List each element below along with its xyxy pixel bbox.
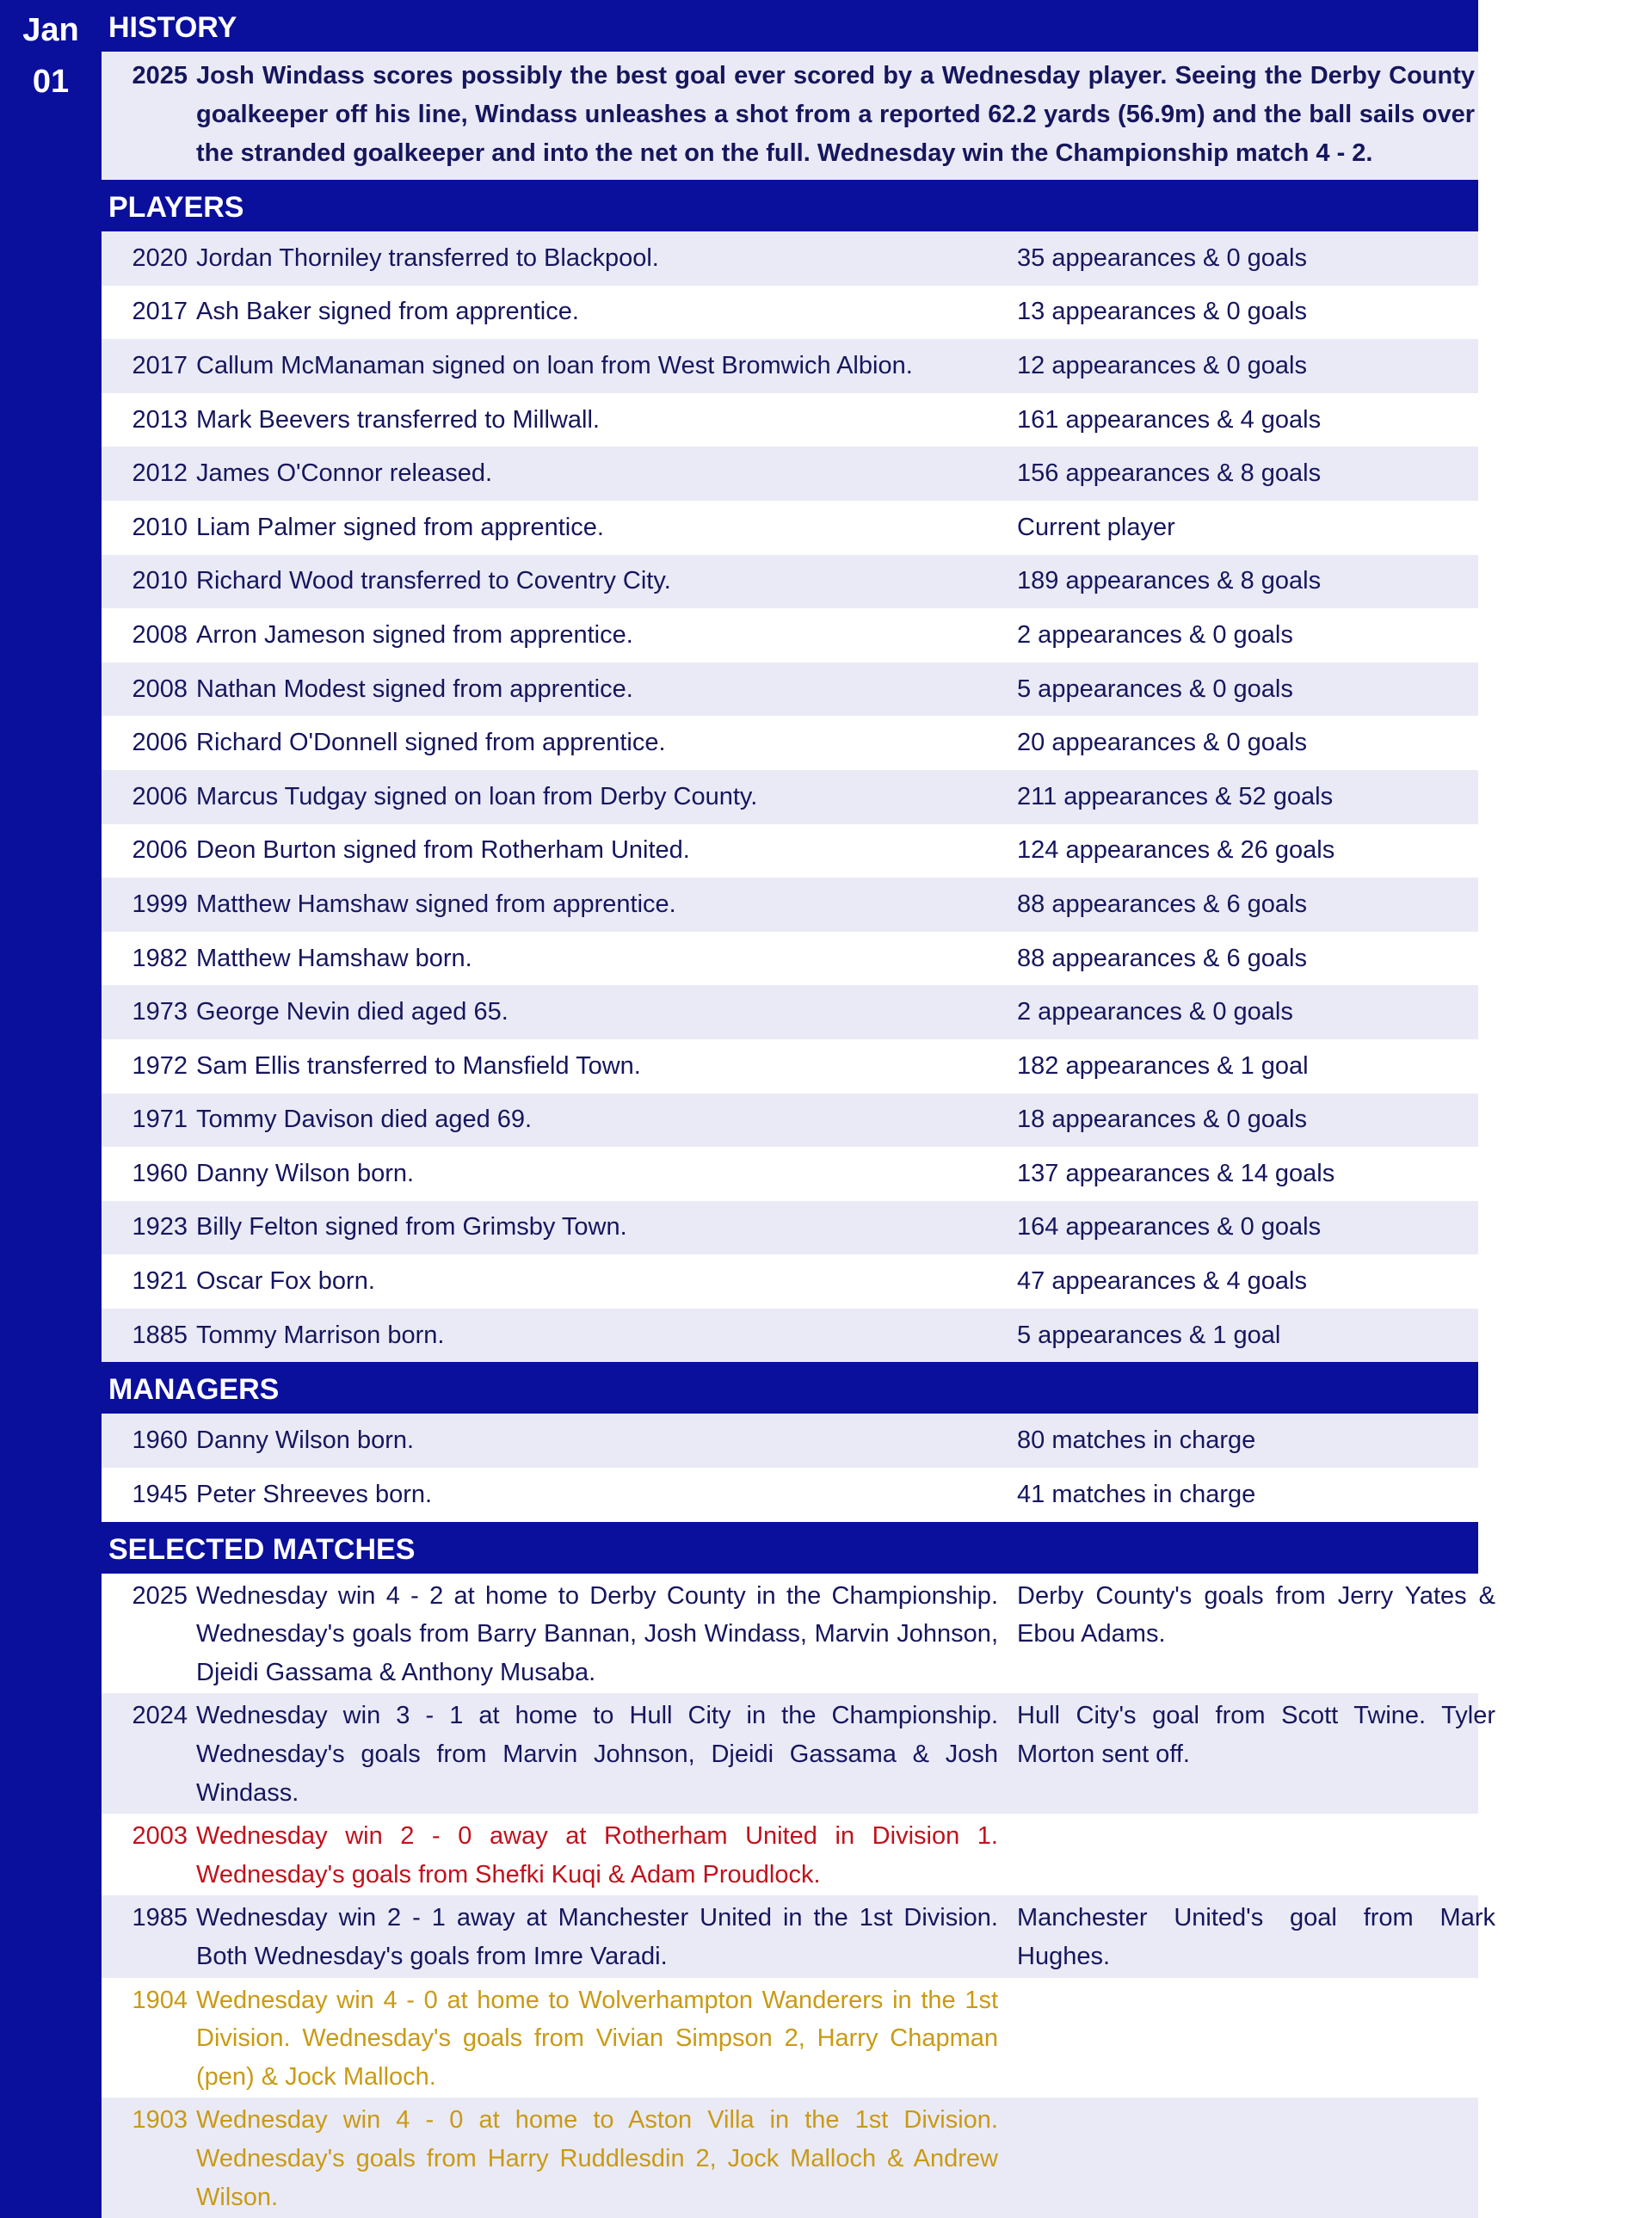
row-stat: 88 appearances & 6 goals <box>1017 890 1307 918</box>
row-description: Wednesday win 2 - 0 away at Rotherham United in Division 1. Wednesday's goals from Shefki Kuqi & Adam Proudlock. <box>196 1822 998 1888</box>
player-row <box>102 1094 1478 1148</box>
row-year: 2024 <box>132 1702 188 1730</box>
player-row <box>102 1201 1478 1255</box>
row-description: Deon Burton signed from Rotherham United. <box>196 836 690 865</box>
row-description: Marcus Tudgay signed on loan from Derby County. <box>196 782 758 810</box>
row-year: 1960 <box>132 1159 188 1187</box>
player-row <box>102 1309 1478 1363</box>
player-row <box>102 985 1478 1039</box>
manager-row <box>102 1414 1478 1468</box>
row-stat <box>1017 2101 1499 2216</box>
managers-header: MANAGERS <box>102 1362 1478 1414</box>
row-description: Sam Ellis transferred to Mansfield Town. <box>196 1051 641 1080</box>
row-year: 2010 <box>132 513 188 541</box>
row-description: Wednesday win 4 - 0 at home to Wolverhampton Wanderers in the 1st Division. Wednesday's goals from Vivian Simpson 2, Harry Chapman (pen) & Jock Malloch. <box>196 1986 998 2091</box>
player-row <box>102 286 1478 340</box>
player-row <box>102 1147 1478 1201</box>
row-stat: 18 appearances & 0 goals <box>1017 1106 1307 1134</box>
history-entry <box>102 52 1478 180</box>
player-row <box>102 716 1478 770</box>
row-description: Wednesday win 4 - 0 at home to Aston Villa in the 1st Division. Wednesday's goals from Harry Ruddlesdin 2, Jock Malloch & Andrew Wilson. <box>196 2106 998 2211</box>
row-stat: 80 matches in charge <box>1017 1426 1256 1455</box>
row-year: 1921 <box>132 1267 188 1296</box>
row-description: James O'Connor released. <box>196 459 493 488</box>
row-stat: 161 appearances & 4 goals <box>1017 405 1322 434</box>
row-stat: 35 appearances & 0 goals <box>1017 243 1307 272</box>
row-description: Nathan Modest signed from apprentice. <box>196 675 633 703</box>
row-year: 2008 <box>132 675 188 703</box>
match-row <box>102 1693 1495 1814</box>
row-stat: 5 appearances & 0 goals <box>1017 675 1293 703</box>
row-description: Tommy Marrison born. <box>196 1321 445 1349</box>
player-row <box>102 770 1478 824</box>
row-stat: 13 appearances & 0 goals <box>1017 298 1307 326</box>
content <box>102 0 1495 2218</box>
matches-list <box>102 1574 1495 2218</box>
row-description: Oscar Fox born. <box>196 1267 375 1296</box>
row-stat: 5 appearances & 1 goal <box>1017 1321 1281 1349</box>
row-year: 2025 <box>132 1581 188 1610</box>
row-year: 2010 <box>132 567 188 595</box>
row-description: Wednesday win 4 - 2 at home to Derby County in the Championship. Wednesday's goals from Barry Bannan, Josh Windass, Marvin Johnson, Djeidi Gassama & Anthony Musaba. <box>196 1581 998 1686</box>
row-description: Matthew Hamshaw signed from apprentice. <box>196 890 676 918</box>
row-stat: 156 appearances & 8 goals <box>1017 459 1322 488</box>
row-year: 2006 <box>132 836 188 865</box>
row-year: 1999 <box>132 890 188 918</box>
row-description: Arron Jameson signed from apprentice. <box>196 620 633 649</box>
row-stat: Derby County's goals from Jerry Yates & Ebou Adams. <box>1017 1581 1495 1648</box>
row-description: Richard O'Donnell signed from apprentice. <box>196 729 666 757</box>
player-row <box>102 608 1478 662</box>
row-stat: 2 appearances & 0 goals <box>1017 620 1293 649</box>
row-stat: 182 appearances & 1 goal <box>1017 1051 1309 1080</box>
row-year: 1903 <box>132 2106 188 2135</box>
match-row <box>102 2098 1478 2218</box>
row-stat: Current player <box>1017 513 1175 541</box>
row-stat <box>1017 1817 1499 1894</box>
row-description: Danny Wilson born. <box>196 1426 415 1455</box>
match-row <box>102 1895 1495 1977</box>
row-description: Ash Baker signed from apprentice. <box>196 298 579 326</box>
row-description: Matthew Hamshaw born. <box>196 944 472 972</box>
row-year: 1960 <box>132 1426 188 1455</box>
matches-header: SELECTED MATCHES <box>102 1522 1478 1574</box>
row-stat: 164 appearances & 0 goals <box>1017 1213 1322 1241</box>
player-row <box>102 878 1478 932</box>
row-description: Billy Felton signed from Grimsby Town. <box>196 1213 627 1241</box>
row-stat: 88 appearances & 6 goals <box>1017 944 1307 972</box>
history-header: HISTORY <box>102 0 1478 52</box>
player-row <box>102 339 1478 393</box>
player-row <box>102 932 1478 986</box>
row-stat: 20 appearances & 0 goals <box>1017 729 1307 757</box>
player-row <box>102 555 1478 609</box>
row-year: 2017 <box>132 351 188 379</box>
row-stat: 41 matches in charge <box>1017 1480 1256 1508</box>
row-year: 2006 <box>132 782 188 810</box>
row-description: Liam Palmer signed from apprentice. <box>196 513 604 541</box>
player-row <box>102 662 1478 717</box>
row-description: Danny Wilson born. <box>196 1159 415 1187</box>
row-description: Tommy Davison died aged 69. <box>196 1106 533 1134</box>
player-row <box>102 1254 1478 1309</box>
row-year: 1985 <box>132 1904 188 1932</box>
match-row <box>102 1814 1478 1895</box>
row-description: Wednesday win 3 - 1 at home to Hull City in the Championship. Wednesday's goals from Marvin Johnson, Djeidi Gassama & Josh Windass. <box>196 1702 998 1807</box>
row-description: Wednesday win 2 - 1 away at Manchester United in the 1st Division. Both Wednesday's goals from Imre Varadi. <box>196 1904 998 1970</box>
date-month: Jan <box>22 12 79 48</box>
row-stat: 124 appearances & 26 goals <box>1017 836 1335 865</box>
row-stat <box>1017 1981 1499 2097</box>
row-year: 1973 <box>132 998 188 1026</box>
row-year: 2017 <box>132 298 188 326</box>
row-stat: Manchester United's goal from Mark Hughes. <box>1017 1904 1495 1970</box>
row-description: Mark Beevers transferred to Millwall. <box>196 405 600 434</box>
row-description: Jordan Thorniley transferred to Blackpool. <box>196 243 659 272</box>
player-row <box>102 501 1478 555</box>
player-row <box>102 1039 1478 1094</box>
row-stat: 189 appearances & 8 goals <box>1017 567 1322 595</box>
date-day: 01 <box>32 64 70 100</box>
date-sidebar <box>0 0 102 2218</box>
row-description: Callum McManaman signed on loan from West Bromwich Albion. <box>196 351 913 379</box>
row-year: 1945 <box>132 1480 188 1508</box>
row-stat: 211 appearances & 52 goals <box>1017 782 1334 810</box>
history-year: 2025 <box>132 62 188 89</box>
player-row <box>102 824 1478 878</box>
player-row <box>102 393 1478 447</box>
row-year: 1923 <box>132 1213 188 1241</box>
row-year: 2012 <box>132 459 188 488</box>
row-year: 1904 <box>132 1986 188 2014</box>
row-stat: 137 appearances & 14 goals <box>1017 1159 1335 1187</box>
row-description: George Nevin died aged 65. <box>196 998 509 1026</box>
row-year: 2008 <box>132 620 188 649</box>
row-stat: 47 appearances & 4 goals <box>1017 1267 1307 1296</box>
row-year: 1885 <box>132 1321 188 1349</box>
player-row <box>102 231 1478 286</box>
row-description: Peter Shreeves born. <box>196 1480 433 1508</box>
row-year: 1972 <box>132 1051 188 1080</box>
row-year: 2006 <box>132 729 188 757</box>
row-stat: Hull City's goal from Scott Twine. Tyler Morton sent off. <box>1017 1702 1495 1769</box>
row-year: 2020 <box>132 243 188 272</box>
row-year: 1971 <box>132 1106 188 1134</box>
player-row <box>102 447 1478 501</box>
row-stat: 12 appearances & 0 goals <box>1017 351 1307 379</box>
managers-list <box>102 1414 1478 1521</box>
manager-row <box>102 1468 1478 1522</box>
row-year: 2013 <box>132 405 188 434</box>
row-stat: 2 appearances & 0 goals <box>1017 998 1293 1026</box>
row-year: 1982 <box>132 944 188 972</box>
history-text: Josh Windass scores possibly the best goal ever scored by a Wednesday player. Seeing the Derby County goalkeeper off his line, Windass unleashes a shot from a reported 62.2 yards (56.9m) and the ball sails over the stranded goalkeeper and into the net on the full. Wednesday win the Championship match 4 - 2. <box>196 62 1475 167</box>
match-row <box>102 1574 1495 1694</box>
match-row <box>102 1978 1478 2098</box>
players-list <box>102 231 1478 1362</box>
row-year: 2003 <box>132 1822 188 1851</box>
row-description: Richard Wood transferred to Coventry City. <box>196 567 671 595</box>
players-header: PLAYERS <box>102 180 1478 231</box>
